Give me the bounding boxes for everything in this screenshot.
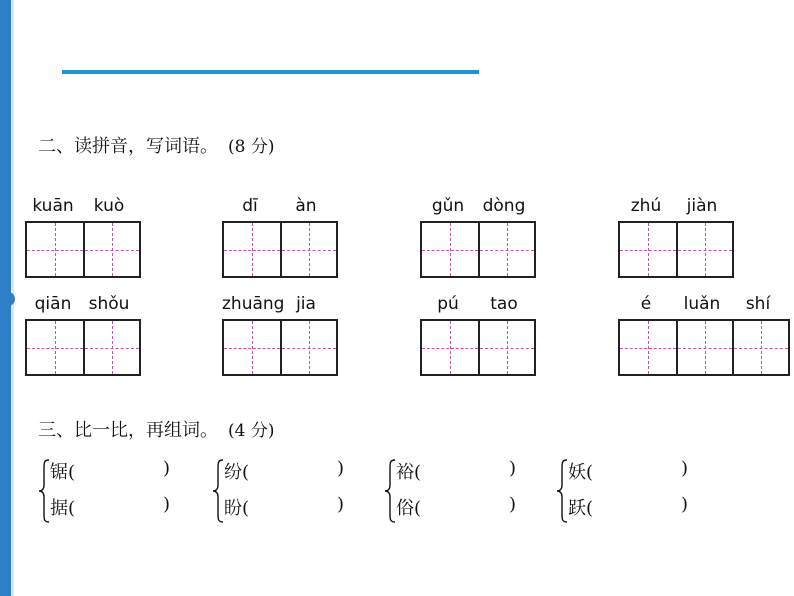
guide-horizontal <box>85 348 139 349</box>
writing-grid[interactable] <box>25 221 141 278</box>
close-paren: ) <box>509 494 517 515</box>
pinyin-syllable: tao <box>490 294 518 314</box>
pinyin-syllable: zhuāng <box>222 294 285 314</box>
close-paren: ) <box>163 458 171 479</box>
section2-points: (8 分) <box>228 137 275 157</box>
writing-cell[interactable] <box>280 223 336 276</box>
word-pair <box>38 458 178 528</box>
writing-cell[interactable] <box>676 321 732 374</box>
pair-character: 裕 <box>396 462 414 483</box>
writing-grid[interactable] <box>222 319 338 376</box>
pair-character: 跃 <box>568 498 586 519</box>
writing-cell[interactable] <box>676 223 732 276</box>
guide-horizontal <box>620 250 676 251</box>
guide-horizontal <box>734 348 788 349</box>
writing-cell[interactable] <box>27 223 83 276</box>
open-paren: ( <box>586 462 594 483</box>
open-paren: ( <box>68 462 76 483</box>
pinyin-syllable: luǎn <box>683 294 721 314</box>
pinyin-syllable: é <box>640 294 652 314</box>
writing-cell[interactable] <box>27 321 83 374</box>
writing-cell[interactable] <box>478 223 534 276</box>
pinyin-syllable: jia <box>296 294 316 314</box>
pinyin-syllable: pú <box>437 294 459 314</box>
guide-horizontal <box>678 250 732 251</box>
pinyin-syllable: dòng <box>482 196 526 216</box>
header-rule <box>62 70 479 74</box>
guide-horizontal <box>422 348 478 349</box>
open-paren: ( <box>414 462 422 483</box>
open-paren: ( <box>68 498 76 519</box>
pair-character: 纷 <box>224 462 242 483</box>
pair-line[interactable] <box>396 458 517 484</box>
section3-points: (4 分) <box>228 421 275 441</box>
pair-character: 妖 <box>568 462 586 483</box>
pinyin-syllable: zhú <box>630 196 662 216</box>
writing-cell[interactable] <box>83 223 139 276</box>
writing-cell[interactable] <box>422 321 478 374</box>
close-paren: ) <box>163 494 171 515</box>
pair-line[interactable] <box>50 458 171 484</box>
guide-horizontal <box>620 348 676 349</box>
writing-grid[interactable] <box>25 319 141 376</box>
section3-heading <box>38 416 274 442</box>
close-paren: ) <box>337 458 345 479</box>
pair-character: 锯 <box>50 462 68 483</box>
guide-horizontal <box>282 348 336 349</box>
pinyin-syllable: jiàn <box>686 196 718 216</box>
guide-horizontal <box>224 348 280 349</box>
word-pair <box>556 458 696 528</box>
writing-cell[interactable] <box>280 321 336 374</box>
close-paren: ) <box>681 494 689 515</box>
guide-horizontal <box>85 250 139 251</box>
writing-cell[interactable] <box>224 223 280 276</box>
close-paren: ) <box>681 458 689 479</box>
pinyin-syllable: shǒu <box>88 294 130 314</box>
writing-grid[interactable] <box>618 319 790 376</box>
pinyin-syllable: qiān <box>34 294 72 314</box>
writing-cell[interactable] <box>620 321 676 374</box>
section3-title: 三、比一比，再组词。 <box>38 420 218 441</box>
close-paren: ) <box>509 458 517 479</box>
pair-character: 俗 <box>396 498 414 519</box>
writing-grid[interactable] <box>618 221 734 278</box>
pair-character: 据 <box>50 498 68 519</box>
guide-horizontal <box>282 250 336 251</box>
writing-cell[interactable] <box>732 321 788 374</box>
word-pair <box>212 458 352 528</box>
pair-line[interactable] <box>50 494 171 520</box>
pair-line[interactable] <box>568 458 689 484</box>
pinyin-syllable: gǔn <box>431 196 465 216</box>
pair-line[interactable] <box>224 494 345 520</box>
guide-horizontal <box>480 348 534 349</box>
pinyin-syllable: shí <box>745 294 771 314</box>
open-paren: ( <box>414 498 422 519</box>
pinyin-syllable: àn <box>295 196 317 216</box>
guide-horizontal <box>27 348 83 349</box>
writing-cell[interactable] <box>422 223 478 276</box>
section2-title: 二、读拼音，写词语。 <box>38 136 218 157</box>
open-paren: ( <box>586 498 594 519</box>
guide-horizontal <box>224 250 280 251</box>
writing-grid[interactable] <box>222 221 338 278</box>
open-paren: ( <box>242 462 250 483</box>
guide-horizontal <box>27 250 83 251</box>
pair-line[interactable] <box>396 494 517 520</box>
writing-cell[interactable] <box>83 321 139 374</box>
pinyin-syllable: dī <box>242 196 258 216</box>
pinyin-syllable: kuò <box>93 196 125 216</box>
open-paren: ( <box>242 498 250 519</box>
guide-horizontal <box>422 250 478 251</box>
pinyin-syllable: kuān <box>32 196 74 216</box>
section2-heading <box>38 132 274 158</box>
pair-line[interactable] <box>224 458 345 484</box>
guide-horizontal <box>480 250 534 251</box>
pair-line[interactable] <box>568 494 689 520</box>
writing-grid[interactable] <box>420 221 536 278</box>
word-pair <box>384 458 524 528</box>
writing-cell[interactable] <box>478 321 534 374</box>
writing-cell[interactable] <box>620 223 676 276</box>
guide-horizontal <box>678 348 732 349</box>
writing-cell[interactable] <box>224 321 280 374</box>
close-paren: ) <box>337 494 345 515</box>
pair-character: 盼 <box>224 498 242 519</box>
writing-grid[interactable] <box>420 319 536 376</box>
